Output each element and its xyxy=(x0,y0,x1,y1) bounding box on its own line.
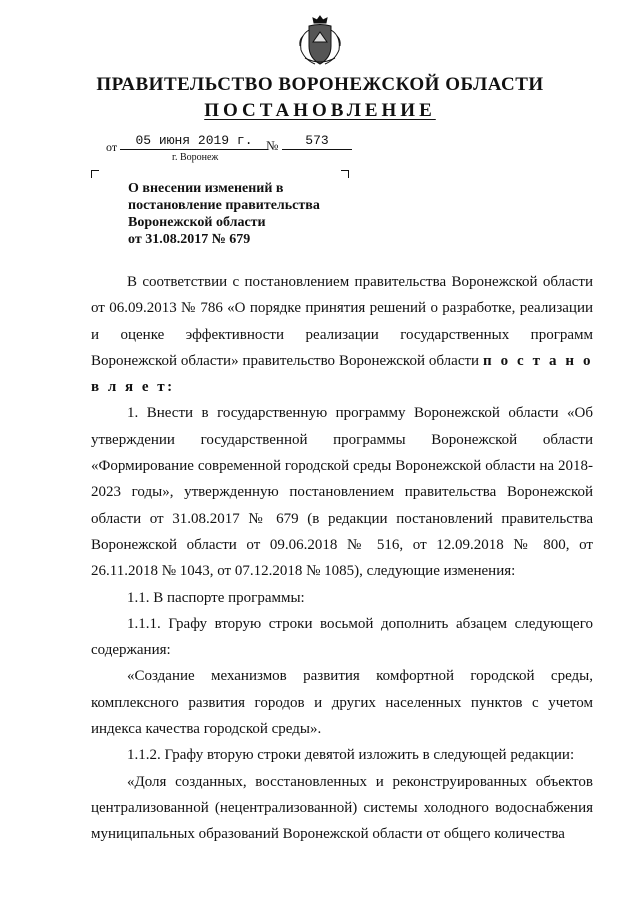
organization-name: ПРАВИТЕЛЬСТВО ВОРОНЕЖСКОЙ ОБЛАСТИ xyxy=(96,74,544,95)
paragraph: 1. Внести в государственную программу Воронежской области «Об утверждении государственной программы Воронежской области «Формирование современной городской среды Воронежской области на 2018-2023 годы», утвержденную постановлением правительства Воронежской области от 31.08.2017 № 679 (в редакции постановлений правительства Воронежской области от 09.06.2018 № 516, от 12.09.2018 № 800, от 26.11.2018 № 1043, от 07.12.2018 № 1085), следующие изменения: xyxy=(91,405,593,580)
date-label: от xyxy=(106,140,118,154)
paragraph: «Создание механизмов развития комфортной городской среды, комплексного развития городов и других населенных пунктов с учетом индекса качества городской среды». xyxy=(91,668,593,738)
subject-line: постановление правительства xyxy=(128,198,320,213)
document-body xyxy=(91,269,593,848)
paragraph: 1.1. В паспорте программы: xyxy=(127,589,305,606)
decree-word: п о с т а н о в л я е т: xyxy=(91,352,593,396)
subject-corner-left xyxy=(91,170,99,178)
subject-corner-right xyxy=(341,170,349,178)
paragraph: 1.1.2. Графу вторую строки девятой изложить в следующей редакции: xyxy=(127,747,575,764)
number-label: № xyxy=(266,138,279,153)
document-subject xyxy=(128,180,368,248)
paragraph: «Доля созданных, восстановленных и реконструированных объектов централизованной (нецентрализованной) системы холодного водоснабжения муниципальных образований Воронежской области от общего количества xyxy=(91,773,593,843)
paragraph: 1.1.1. Графу вторую строки восьмой дополнить абзацем следующего содержания: xyxy=(91,615,593,659)
coat-of-arms-icon xyxy=(289,12,351,70)
subject-line: Воронежской области xyxy=(128,215,266,230)
subject-line: О внесении изменений в xyxy=(128,181,284,196)
preamble-text: В соответствии с постановлением правительства Воронежской области от 06.09.2013 № 786 «О порядке принятия решений о разработке, реализации и оценке эффективности реализации государственных программ Воронежской области» правительство Воронежской области xyxy=(91,274,593,369)
document-type: ПОСТАНОВЛЕНИЕ xyxy=(204,100,436,121)
document-meta xyxy=(106,132,366,166)
document-number: 573 xyxy=(282,132,352,150)
subject-line: от 31.08.2017 № 679 xyxy=(128,232,251,247)
document-city: г. Воронеж xyxy=(172,152,219,163)
document-date: 05 июня 2019 г. xyxy=(120,132,268,150)
paragraph-preamble xyxy=(91,269,593,400)
